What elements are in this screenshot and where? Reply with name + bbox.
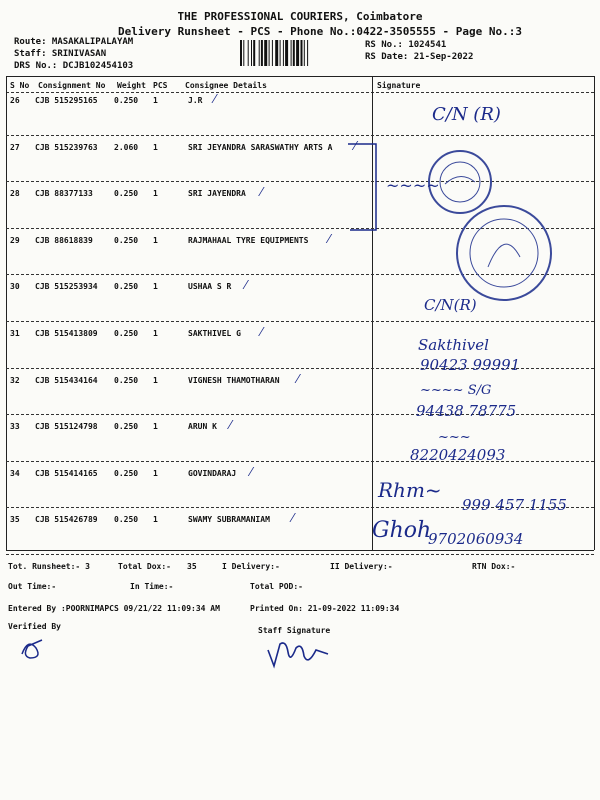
barcode-bar <box>285 40 288 66</box>
tick-mark: ⁄ <box>250 464 253 479</box>
row-pcs: 1 <box>153 375 158 385</box>
row-pcs: 1 <box>153 329 158 338</box>
signature-33: ~~~ <box>438 430 471 445</box>
ii-delivery-label: II Delivery:- <box>330 562 393 571</box>
row-sno: 33 <box>10 422 20 432</box>
barcode-bar <box>301 40 303 66</box>
row-pcs: 1 <box>153 468 158 478</box>
row-pcs: 1 <box>153 422 158 432</box>
row-pcs: 1 <box>153 515 158 525</box>
barcode-bar <box>307 40 308 66</box>
verified-by-label: Verified By <box>8 622 61 631</box>
staff-label: Staff: SRINIVASAN <box>14 49 107 59</box>
tick-mark: ⁄ <box>229 418 232 433</box>
row-weight: 0.250 <box>114 375 139 385</box>
table-top-border <box>6 76 594 77</box>
entered-by: Entered By :POORNIMAPCS 09/21/22 11:09:34 AM <box>8 604 220 613</box>
col-consignment: Consignment No <box>38 81 106 90</box>
row-consignment-no: CJB 515253934 <box>35 282 98 292</box>
row-consignee: SWAMY SUBRAMANIAM <box>188 515 270 525</box>
row-sno: 32 <box>10 375 20 385</box>
drs-number: DRS No.: DCJB102454103 <box>14 61 134 71</box>
runsheet-subtitle: Delivery Runsheet - PCS - Phone No.:0422-3505555 - Page No.:3 <box>118 25 522 38</box>
rs-date: RS Date: 21-Sep-2022 <box>365 52 474 62</box>
row-sno: 35 <box>10 515 20 525</box>
barcode-bar <box>248 40 249 66</box>
staff-signature-label: Staff Signature <box>258 626 331 635</box>
row-consignee: J.R <box>188 96 203 105</box>
row-sno: 30 <box>10 282 20 292</box>
row-consignment-no: CJB 88377133 <box>35 189 93 199</box>
row-sno: 29 <box>10 235 20 245</box>
row-pcs: 1 <box>153 282 158 292</box>
signature-27: ~~~~ <box>386 176 440 195</box>
tick-mark: ⁄ <box>213 92 216 106</box>
row-consignment-no: CJB 515413809 <box>35 329 98 338</box>
col-pcs: PCS <box>153 81 168 90</box>
staff-signature-mark <box>264 636 334 676</box>
i-delivery-label: I Delivery:- <box>222 562 280 571</box>
tick-mark: ⁄ <box>296 371 299 386</box>
row-weight: 0.250 <box>114 329 139 338</box>
col-consignee: Consignee Details <box>185 81 267 90</box>
barcode-bar <box>240 40 242 66</box>
signature-34: Rhm~ <box>378 478 442 502</box>
row-pcs: 1 <box>153 189 158 199</box>
company-stamp-2 <box>456 205 552 301</box>
printed-on: Printed On: 21-09-2022 11:09:34 <box>250 604 400 613</box>
rtn-dox-label: RTN Dox:- <box>472 562 516 571</box>
barcode-bar <box>283 40 284 66</box>
row-consignee: RAJMAHAAL TYRE EQUIPMENTS <box>188 235 309 245</box>
table-bottom-border <box>6 550 594 551</box>
col-weight: Weight <box>117 81 146 90</box>
barcode-bar <box>293 40 295 66</box>
tick-mark: ⁄ <box>244 278 247 293</box>
barcode-bar <box>280 40 281 66</box>
row-consignee: SRI JEYANDRA SARASWATHY ARTS A <box>188 142 333 152</box>
row-divider <box>6 554 594 555</box>
tick-mark: ⁄ <box>291 511 294 526</box>
row-weight: 0.250 <box>114 422 139 432</box>
verified-signature <box>16 634 50 664</box>
row-sno: 28 <box>10 189 20 199</box>
row-consignment-no: CJB 515414165 <box>35 468 98 478</box>
total-dox-value: 35 <box>187 562 197 571</box>
phone-34: 999 457 1155 <box>462 496 567 514</box>
signature-31: Sakthivel <box>418 336 489 354</box>
row-weight: 0.250 <box>114 189 139 199</box>
total-dox-label: Total Dox:- <box>118 562 171 571</box>
handwriting-cn-r-30: C/N(R) <box>424 296 477 314</box>
row-divider <box>6 135 594 136</box>
table-header-divider <box>6 92 594 93</box>
handwriting-cn-r-26: C/N (R) <box>432 104 501 125</box>
barcode-bar <box>296 40 299 66</box>
row-consignment-no: CJB 88618839 <box>35 235 93 245</box>
row-consignment-no: CJB 515239763 <box>35 142 98 152</box>
row-consignee: SAKTHIVEL G <box>188 329 241 338</box>
row-sno: 31 <box>10 329 20 338</box>
company-title: THE PROFESSIONAL COURIERS, Coimbatore <box>177 10 423 23</box>
tot-runsheet: Tot. Runsheet:- 3 <box>8 562 90 571</box>
row-divider <box>6 461 594 462</box>
row-consignment-no: CJB 515434164 <box>35 375 98 385</box>
barcode-bar <box>243 40 244 66</box>
row-sno: 34 <box>10 468 20 478</box>
row-weight: 0.250 <box>114 282 139 292</box>
signature-35: Ghoh <box>372 518 432 543</box>
barcode-bar <box>269 40 270 66</box>
row-divider <box>6 321 594 322</box>
phone-33: 8220424093 <box>410 446 506 464</box>
phone-35: 9702060934 <box>428 530 524 548</box>
col-signature: Signature <box>377 81 421 90</box>
row-consignee: VIGNESH THAMOTHARAN <box>188 375 280 385</box>
col-sno: S No <box>10 81 30 90</box>
row-divider <box>6 181 594 182</box>
row-consignee: SRI JAYENDRA <box>188 189 246 199</box>
row-weight: 0.250 <box>114 515 139 525</box>
row-weight: 0.250 <box>114 468 139 478</box>
tick-mark: ⁄ <box>260 325 263 339</box>
row-sno: 27 <box>10 142 20 152</box>
barcode-bar <box>261 40 263 66</box>
phone-31: 90423 99991 <box>420 356 521 374</box>
row-pcs: 1 <box>153 142 158 152</box>
in-time-label: In Time:- <box>130 582 174 591</box>
row-consignment-no: CJB 515295165 <box>35 96 98 105</box>
row-weight: 2.060 <box>114 142 139 152</box>
signature-32: ~~~~ S/G <box>420 383 492 398</box>
row-consignee: ARUN K <box>188 422 217 432</box>
barcode-bar <box>264 40 267 66</box>
tick-mark: ⁄ <box>328 231 331 246</box>
route-label: Route: MASAKALIPALAYAM <box>14 37 134 47</box>
tick-mark: ⁄ <box>260 185 263 200</box>
total-pod-label: Total POD:- <box>250 582 303 591</box>
row-consignee: GOVINDARAJ <box>188 468 237 478</box>
row-pcs: 1 <box>153 96 158 105</box>
row-weight: 0.250 <box>114 96 139 105</box>
row-consignment-no: CJB 515124798 <box>35 422 98 432</box>
row-consignee: USHAA S R <box>188 282 232 292</box>
barcode-bar <box>272 40 273 66</box>
barcode-bar <box>251 40 252 66</box>
row-sno: 26 <box>10 96 20 105</box>
barcode-bar <box>304 40 305 66</box>
row-pcs: 1 <box>153 235 158 245</box>
rs-number: RS No.: 1024541 <box>365 40 447 50</box>
row-consignment-no: CJB 515426789 <box>35 515 98 525</box>
out-time-label: Out Time:- <box>8 582 57 591</box>
bracket-mark <box>346 140 382 234</box>
tick-mark: ⁄ <box>354 138 357 153</box>
barcode <box>240 40 355 66</box>
row-weight: 0.250 <box>114 235 139 245</box>
barcode-bar <box>291 40 292 66</box>
barcode-bar <box>259 40 260 66</box>
phone-32: 94438 78775 <box>416 402 517 420</box>
barcode-bar <box>275 40 278 66</box>
barcode-bar <box>253 40 255 66</box>
